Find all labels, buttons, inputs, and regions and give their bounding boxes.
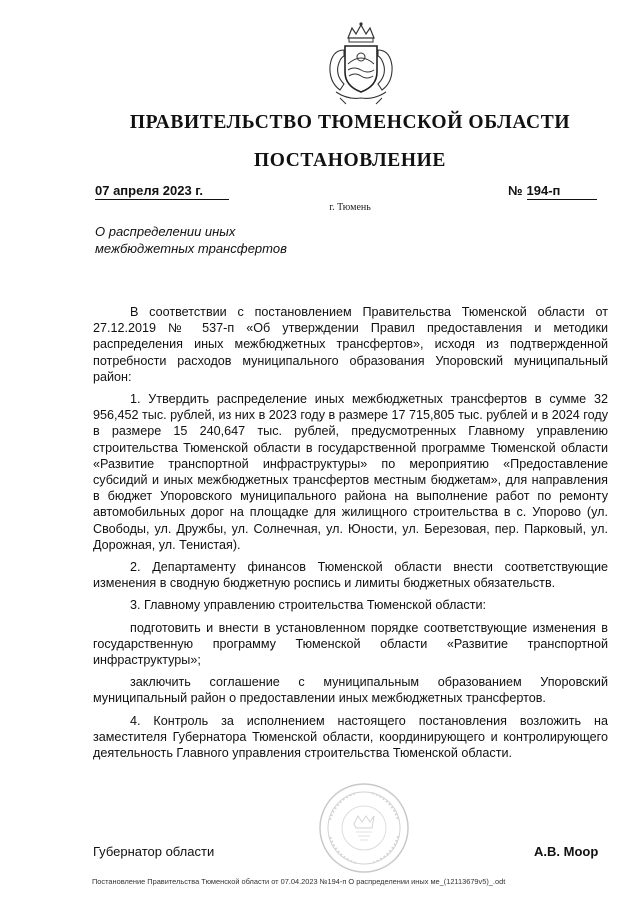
- body-paragraph: 2. Департаменту финансов Тюменской области внести соответствующие изменения в сводную бюджетную роспись и лимиты бюджетных обязательств.: [93, 560, 608, 591]
- document-number: [508, 183, 606, 200]
- document-subject: [95, 223, 395, 257]
- body-paragraph: В соответствии с постановлением Правительства Тюменской области от 27.12.2019 № 537-п «Об утверждении Правил предоставления и методики распределения иных межбюджетных трансфертов», исходя из подтвержденной потребности расходов муниципального образования Упоровский муниципальный район:: [93, 305, 608, 384]
- file-footer: Постановление Правительства Тюменской области от 07.04.2023 №194-п О распределении иных ме_(12113679v5)_.odt: [92, 877, 506, 886]
- body-paragraph: заключить соглашение с муниципальным образованием Упоровский муниципальный район о предоставлении иных межбюджетных трансфертов.: [93, 675, 608, 706]
- body-paragraph: 1. Утвердить распределение иных межбюджетных трансфертов в сумме 32 956,452 тыс. рублей, из них в 2023 году в размере 17 715,805 тыс. рублей и в 2024 году в размере 15 240,647 тыс. рублей, предусмотренных Главному управлению строительства Тюменской области в государственной программе Тюменской области «Развитие транспортной инфраструктуры» по мероприятию «Предоставление субсидий и иных межбюджетных трансфертов местным бюджетам», для направления в бюджет Упоровского муниципального района на выполнение работ по ремонту автомобильных дорог на площадке для жилищного строительства в с. Упорово (ул. Свободы, ул. Дружбы, ул. Солнечная, ул. Юности, ул. Березовая, пер. Парковый, ул. Дорожная, ул. Тенистая).: [93, 392, 608, 552]
- issue-city: г. Тюмень: [329, 202, 371, 213]
- tyumen-coat-of-arms-icon: [318, 20, 404, 106]
- body-paragraph: 3. Главному управлению строительства Тюменской области:: [130, 598, 487, 613]
- document-date: 07 апреля 2023 г.: [95, 183, 229, 200]
- document-type-title: ПОСТАНОВЛЕНИЕ: [253, 150, 447, 171]
- number-value: 194-п: [527, 183, 597, 200]
- subject-line-1: О распределении иных: [95, 224, 236, 239]
- organization-title: ПРАВИТЕЛЬСТВО ТЮМЕНСКОЙ ОБЛАСТИ: [129, 112, 571, 133]
- signatory-name: А.В. Моор: [534, 844, 599, 859]
- body-paragraph: подготовить и внести в установленном порядке соответствующие изменения в государственную программу Тюменской области «Развитие транспортной инфраструктуры»;: [93, 620, 608, 668]
- body-paragraph: 4. Контроль за исполнением настоящего постановления возложить на заместителя Губернатора Тюменской области, координирующего и контролирующего деятельность Главного управления строительства Тюменской области.: [93, 713, 608, 761]
- number-prefix: №: [508, 183, 523, 198]
- document-body: [93, 304, 608, 767]
- subject-line-2: межбюджетных трансфертов: [95, 241, 287, 256]
- official-seal-stamp-icon: [316, 780, 412, 876]
- signatory-role: Губернатор области: [93, 844, 215, 859]
